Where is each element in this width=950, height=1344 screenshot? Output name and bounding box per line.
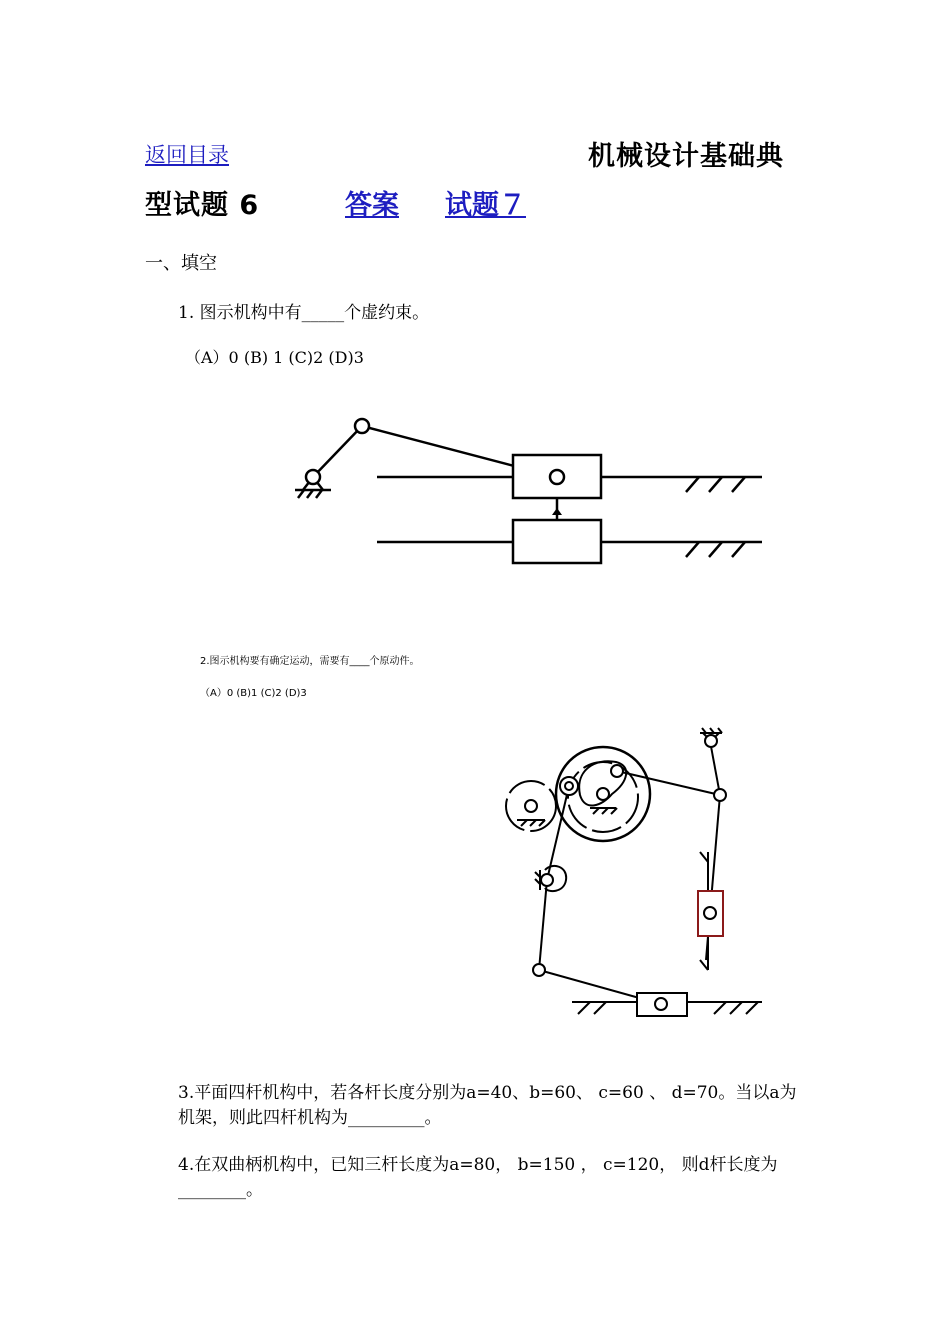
question-2-options: （A）0 (B)1 (C)2 (D)3 — [200, 688, 307, 699]
question-3-text: 3.平面四杆机构中，若各杆长度分别为a=40、b=60、 c=60 、 d=70。当以a为机架，则此四杆机构为_________。 — [178, 1083, 797, 1128]
back-to-contents-link[interactable]: 返回目录 — [145, 143, 229, 167]
answer-link[interactable]: 答案 — [345, 190, 399, 221]
page-title-part1: 机械设计基础典 — [588, 141, 784, 172]
section-heading: 一、填空 — [145, 253, 217, 274]
page-title-part2: 型试题 6 — [145, 190, 260, 221]
next-exam-link[interactable]: 试题７ — [445, 190, 526, 221]
question-2-text: 2.图示机构要有确定运动，需要有____个原动件。 — [200, 656, 420, 667]
question-1-text: 1. 图示机构中有_____个虚约束。 — [178, 303, 430, 323]
question-4-text: 4.在双曲柄机构中，已知三杆长度为a=80， b=150 ， c=120， 则d杆长度为________。 — [178, 1155, 778, 1200]
question-1-options: （A）0 (B) 1 (C)2 (D)3 — [185, 348, 364, 367]
